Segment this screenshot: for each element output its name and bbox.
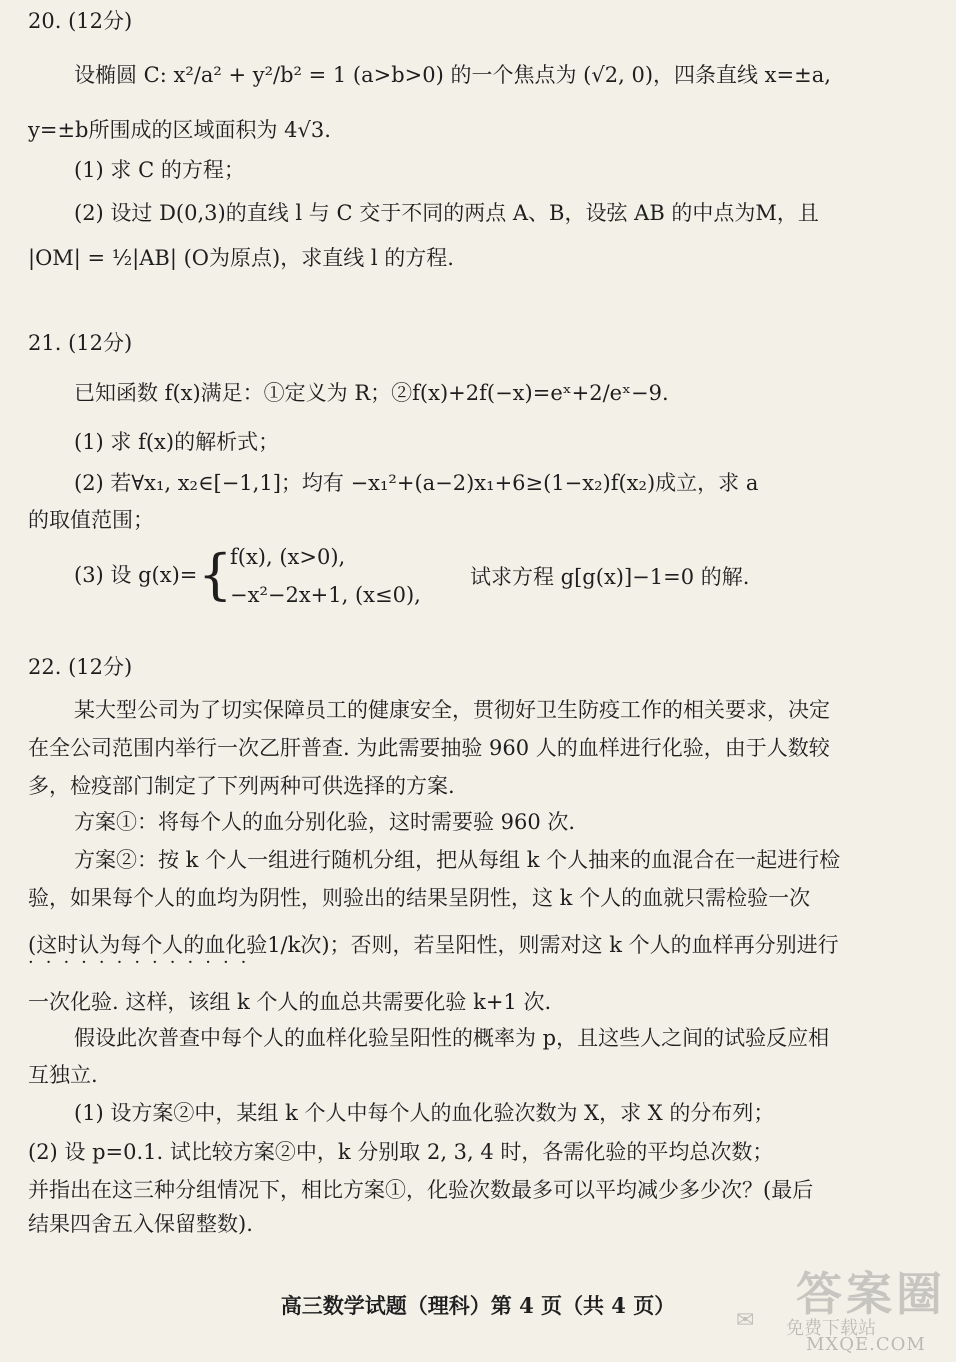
q22-line-5: 方案②：按 k 个人一组进行随机分组，把从每组 k 个人抽来的血混合在一起进行检 — [74, 848, 841, 872]
q20-line-4: (2) 设过 D(0,3)的直线 l 与 C 交于不同的两点 A、B，设弦 AB 的中点为M，且 — [74, 201, 819, 225]
q22-line-9: 假设此次普查中每个人的血样化验呈阳性的概率为 p，且这些人之间的试验反应相 — [74, 1026, 830, 1050]
q22-line-4: 方案①：将每个人的血分别化验，这时需要验 960 次. — [74, 810, 576, 834]
q22-line-14: 结果四舍五入保留整数). — [28, 1212, 253, 1236]
q22-line-13: 并指出在这三种分组情况下，相比方案①，化验次数最多可以平均减少多少次？(最后 — [28, 1178, 814, 1202]
q21-number: 21. (12分) — [28, 331, 133, 355]
chat-bubble-icon: ✉ — [736, 1308, 755, 1333]
piecewise-case-1: f(x), (x>0), — [230, 545, 346, 569]
q22-line-8: 一次化验. 这样，该组 k 个人的血总共需要化验 k+1 次. — [28, 990, 552, 1014]
q22-line-12: (2) 设 p=0.1. 试比较方案②中，k 分别取 2, 3, 4 时，各需化验的平均总次数； — [28, 1140, 774, 1164]
q21-line-3: (2) 若∀x₁, x₂∈[−1,1]；均有 −x₁²+(a−2)x₁+6≥(1−x₂)f(x₂)成立，求 a — [74, 471, 759, 495]
q20-number: 20. (12分) — [28, 9, 133, 33]
piecewise-case-2: −x²−2x+1, (x≤0), — [230, 583, 421, 607]
q22-line-2: 在全公司范围内举行一次乙肝普查. 为此需要抽验 960 人的血样进行化验，由于人数较 — [28, 736, 830, 760]
q22-line-1: 某大型公司为了切实保障员工的健康安全，贯彻好卫生防疫工作的相关要求，决定 — [74, 698, 830, 722]
piecewise-brace: { — [198, 543, 233, 606]
q22-number: 22. (12分) — [28, 655, 133, 679]
q21-line-2: (1) 求 f(x)的解析式； — [74, 430, 280, 454]
q20-line-3: (1) 求 C 的方程； — [74, 158, 245, 182]
q22-line-3: 多，检疫部门制定了下列两种可供选择的方案. — [28, 774, 455, 798]
emphasis-dots: ············· — [28, 952, 259, 973]
q22-line-6: 验，如果每个人的血均为阴性，则验出的结果呈阴性，这 k 个人的血就只需检验一次 — [28, 886, 811, 910]
q20-line-2: y=±b所围成的区域面积为 4√3. — [28, 118, 331, 142]
q21-line-5-suffix: 试求方程 g[g(x)]−1=0 的解. — [470, 565, 750, 589]
q22-line-7: (这时认为每个人的血化验1/k次)；否则，若呈阳性，则需对这 k 个人的血样再分别进行 — [28, 933, 839, 957]
q22-line-10: 互独立. — [28, 1063, 98, 1087]
q20-line-5: |OM| = ½|AB| (O为原点)，求直线 l 的方程. — [28, 246, 454, 270]
page-footer: 高三数学试题（理科）第 4 页（共 4 页） — [280, 1293, 676, 1318]
q22-line-11: (1) 设方案②中，某组 k 个人中每个人的血化验次数为 X，求 X 的分布列； — [74, 1101, 775, 1125]
q21-line-5-prefix: (3) 设 g(x)= — [74, 563, 198, 587]
watermark-logo — [736, 1258, 946, 1358]
q21-line-4: 的取值范围； — [28, 508, 154, 532]
watermark-url: MXQE.COM — [806, 1334, 926, 1355]
watermark-sub: 免费下载站 — [786, 1318, 876, 1339]
q20-line-1: 设椭圆 C: x²/a² + y²/b² = 1 (a>b>0) 的一个焦点为 (√2, 0)，四条直线 x=±a, — [74, 63, 831, 87]
q21-line-1: 已知函数 f(x)满足：①定义为 R；②f(x)+2f(−x)=eˣ+2/eˣ−9. — [74, 381, 669, 405]
watermark-main: 答案圈 — [796, 1267, 946, 1321]
